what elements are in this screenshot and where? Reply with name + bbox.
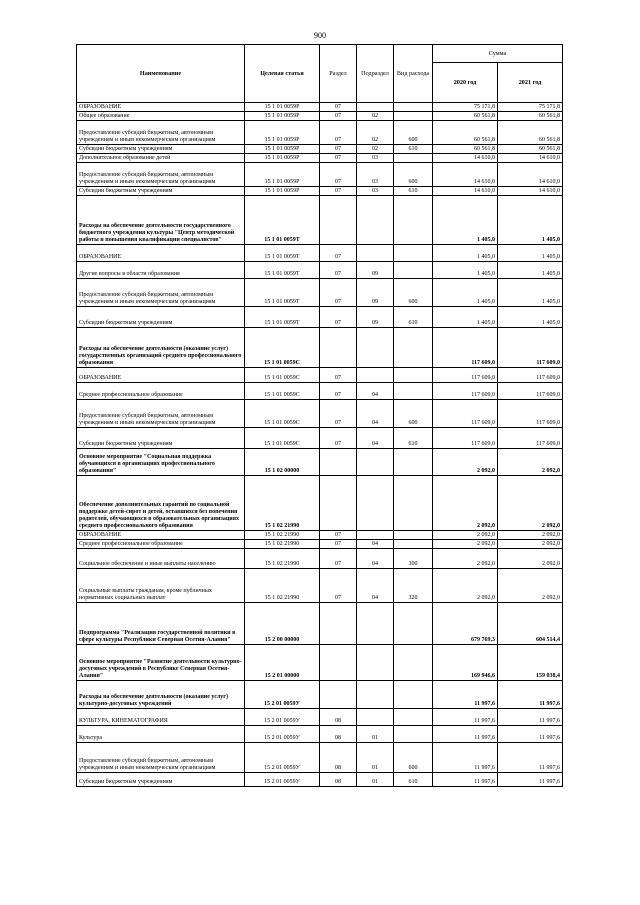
row-subsection: 02	[357, 112, 394, 121]
row-target: 15 1 02 00000	[245, 449, 320, 476]
row-target: 15 1 01 0059Р	[245, 121, 320, 145]
row-sum-2020: 1 405,0	[433, 307, 498, 328]
table-row	[77, 112, 563, 121]
row-subsection: 01	[357, 743, 394, 773]
row-sum-2020: 11 997,6	[433, 681, 498, 709]
row-target: 15 1 02 21990	[245, 531, 320, 540]
row-target: 15 1 02 21990	[245, 569, 320, 603]
row-subsection	[357, 603, 394, 645]
row-name: Расходы на обеспечение деятельности (оказание услуг) государственных организаций среднего профессионального образования	[77, 328, 245, 368]
row-target: 15 1 01 0059С	[245, 383, 320, 400]
row-section: 07	[320, 368, 357, 383]
row-name: Другие вопросы в области образования	[77, 262, 245, 279]
row-target: 15 1 01 0059С	[245, 328, 320, 368]
row-subsection: 03	[357, 163, 394, 187]
row-expense-type	[394, 383, 433, 400]
table-row	[77, 279, 563, 307]
row-target: 15 2 01 0059У	[245, 726, 320, 743]
row-target: 15 2 01 0059У	[245, 681, 320, 709]
table-row	[77, 400, 563, 428]
row-sum-2021: 1 405,0	[498, 245, 563, 262]
row-section	[320, 449, 357, 476]
row-subsection: 09	[357, 307, 394, 328]
row-expense-type	[394, 540, 433, 549]
row-expense-type: 600	[394, 163, 433, 187]
row-target: 15 1 01 0059Т	[245, 245, 320, 262]
row-expense-type	[394, 112, 433, 121]
table-row	[77, 603, 563, 645]
row-sum-2021: 11 997,6	[498, 681, 563, 709]
row-target: 15 2 01 0059У	[245, 743, 320, 773]
row-section	[320, 681, 357, 709]
row-sum-2021: 75 171,8	[498, 103, 563, 112]
row-subsection	[357, 531, 394, 540]
row-sum-2021: 117 609,0	[498, 383, 563, 400]
row-subsection	[357, 328, 394, 368]
row-expense-type	[394, 531, 433, 540]
row-sum-2021: 11 997,6	[498, 709, 563, 726]
row-expense-type: 610	[394, 145, 433, 154]
row-sum-2021: 60 561,8	[498, 145, 563, 154]
row-sum-2020: 117 609,0	[433, 383, 498, 400]
row-expense-type	[394, 154, 433, 163]
row-section: 07	[320, 121, 357, 145]
table-row	[77, 245, 563, 262]
table-row	[77, 262, 563, 279]
row-target: 15 1 01 0059С	[245, 428, 320, 449]
row-target: 15 1 01 0059Т	[245, 262, 320, 279]
row-subsection: 04	[357, 400, 394, 428]
row-sum-2020: 1 405,0	[433, 196, 498, 245]
row-name: Субсидии бюджетным учреждениям	[77, 307, 245, 328]
row-name: Общее образование	[77, 112, 245, 121]
row-subsection	[357, 245, 394, 262]
table-row	[77, 709, 563, 726]
table-row	[77, 549, 563, 569]
row-sum-2020: 11 997,6	[433, 726, 498, 743]
row-subsection	[357, 368, 394, 383]
table-row	[77, 145, 563, 154]
row-sum-2021: 1 405,0	[498, 279, 563, 307]
row-name: КУЛЬТУРА, КИНЕМАТОГРАФИЯ	[77, 709, 245, 726]
row-name: Социальные выплаты гражданам, кроме публичных нормативных социальных выплат	[77, 569, 245, 603]
row-target: 15 1 01 0059С	[245, 400, 320, 428]
row-sum-2020: 2 092,0	[433, 540, 498, 549]
row-expense-type: 600	[394, 743, 433, 773]
row-sum-2021: 14 610,0	[498, 154, 563, 163]
table-row	[77, 368, 563, 383]
row-sum-2020: 1 405,0	[433, 262, 498, 279]
row-name: Предоставление субсидий бюджетным, автономным учреждениям и иным некоммерческим организациям	[77, 279, 245, 307]
row-expense-type: 600	[394, 400, 433, 428]
row-target: 15 2 01 0059У	[245, 773, 320, 787]
row-subsection: 04	[357, 549, 394, 569]
row-sum-2021: 2 092,0	[498, 549, 563, 569]
row-section: 07	[320, 428, 357, 449]
row-target: 15 1 01 0059Р	[245, 187, 320, 196]
header-year-2020: 2020 год	[433, 63, 498, 103]
row-name: Обеспечение дополнительных гарантий по социальной поддержке детей-сирот и детей, оставшихся без попечения родителей, обучающихся в образовательных организациях среднего профессионального образования	[77, 476, 245, 531]
row-sum-2021: 604 514,4	[498, 603, 563, 645]
header-expense-type: Вид расхода	[394, 45, 433, 103]
row-sum-2020: 11 997,6	[433, 709, 498, 726]
table-row	[77, 531, 563, 540]
row-sum-2021: 159 038,4	[498, 645, 563, 681]
row-section: 07	[320, 540, 357, 549]
row-section: 08	[320, 726, 357, 743]
table-row	[77, 743, 563, 773]
row-sum-2020: 11 997,6	[433, 773, 498, 787]
row-sum-2020: 117 609,0	[433, 400, 498, 428]
row-section: 07	[320, 245, 357, 262]
row-section	[320, 196, 357, 245]
table-header	[77, 45, 563, 103]
row-sum-2020: 75 171,8	[433, 103, 498, 112]
row-name: Субсидии бюджетным учреждениям	[77, 428, 245, 449]
table-row	[77, 540, 563, 549]
row-subsection	[357, 196, 394, 245]
row-expense-type	[394, 328, 433, 368]
row-subsection: 04	[357, 540, 394, 549]
row-target: 15 1 01 0059Т	[245, 307, 320, 328]
budget-table	[76, 44, 563, 787]
table-row	[77, 328, 563, 368]
row-sum-2021: 2 092,0	[498, 531, 563, 540]
row-name: Предоставление субсидий бюджетным, автономным учреждениям и иным некоммерческим организациям	[77, 400, 245, 428]
row-expense-type: 320	[394, 569, 433, 603]
row-target: 15 2 01 00000	[245, 645, 320, 681]
row-sum-2020: 1 405,0	[433, 245, 498, 262]
row-expense-type: 300	[394, 549, 433, 569]
table-row	[77, 103, 563, 112]
row-sum-2020: 2 092,0	[433, 531, 498, 540]
row-name: Субсидии бюджетным учреждениям	[77, 145, 245, 154]
row-section: 07	[320, 262, 357, 279]
row-section	[320, 603, 357, 645]
row-section	[320, 328, 357, 368]
row-target: 15 1 02 21990	[245, 540, 320, 549]
row-sum-2020: 2 092,0	[433, 569, 498, 603]
table-row	[77, 726, 563, 743]
row-subsection	[357, 103, 394, 112]
row-expense-type: 610	[394, 187, 433, 196]
row-name: Культура	[77, 726, 245, 743]
row-section: 07	[320, 163, 357, 187]
header-subsection: Подраздел	[357, 45, 394, 103]
row-expense-type	[394, 449, 433, 476]
row-target: 15 1 02 21990	[245, 476, 320, 531]
row-sum-2020: 679 769,3	[433, 603, 498, 645]
row-sum-2020: 2 092,0	[433, 449, 498, 476]
row-target: 15 1 02 21990	[245, 549, 320, 569]
row-sum-2021: 2 092,0	[498, 540, 563, 549]
row-sum-2020: 60 561,8	[433, 145, 498, 154]
row-target: 15 1 01 0059Р	[245, 112, 320, 121]
row-section: 07	[320, 103, 357, 112]
row-section: 07	[320, 569, 357, 603]
row-subsection: 03	[357, 154, 394, 163]
row-target: 15 2 00 00000	[245, 603, 320, 645]
row-section: 07	[320, 383, 357, 400]
row-expense-type	[394, 603, 433, 645]
row-name: Социальное обеспечение и иные выплаты населению	[77, 549, 245, 569]
row-sum-2021: 11 997,6	[498, 773, 563, 787]
row-target: 15 1 01 0059Р	[245, 154, 320, 163]
row-name: Основное мероприятие "Развитие деятельности культурно-досуговых учреждений в Республике Северная Осетия-Алания"	[77, 645, 245, 681]
row-subsection: 02	[357, 145, 394, 154]
row-section: 08	[320, 743, 357, 773]
row-target: 15 1 01 0059Т	[245, 196, 320, 245]
row-sum-2021: 117 609,0	[498, 328, 563, 368]
row-sum-2021: 2 092,0	[498, 569, 563, 603]
row-expense-type: 600	[394, 121, 433, 145]
row-subsection	[357, 449, 394, 476]
row-name: Предоставление субсидий бюджетным, автономным учреждениям и иным некоммерческим организациям	[77, 121, 245, 145]
table-row	[77, 681, 563, 709]
row-section: 07	[320, 187, 357, 196]
row-name: ОБРАЗОВАНИЕ	[77, 245, 245, 262]
row-target: 15 1 01 0059С	[245, 368, 320, 383]
row-sum-2020: 60 561,8	[433, 121, 498, 145]
row-name: Дополнительное образование детей	[77, 154, 245, 163]
row-sum-2021: 1 405,0	[498, 262, 563, 279]
row-expense-type: 610	[394, 428, 433, 449]
row-sum-2021: 1 405,0	[498, 307, 563, 328]
row-section: 07	[320, 307, 357, 328]
row-section: 07	[320, 279, 357, 307]
row-target: 15 2 01 0059У	[245, 709, 320, 726]
row-expense-type	[394, 196, 433, 245]
row-sum-2021: 11 997,6	[498, 743, 563, 773]
row-sum-2021: 117 609,0	[498, 428, 563, 449]
row-name: Среднее профессиональное образование	[77, 540, 245, 549]
row-expense-type	[394, 476, 433, 531]
row-sum-2020: 2 092,0	[433, 549, 498, 569]
row-sum-2021: 11 997,6	[498, 726, 563, 743]
row-target: 15 1 01 0059Т	[245, 279, 320, 307]
row-target: 15 1 01 0059Р	[245, 163, 320, 187]
table-body	[77, 103, 563, 787]
row-name: Среднее профессиональное образование	[77, 383, 245, 400]
row-name: ОБРАЗОВАНИЕ	[77, 531, 245, 540]
row-sum-2021: 14 610,0	[498, 187, 563, 196]
row-subsection: 09	[357, 279, 394, 307]
row-sum-2020: 11 997,6	[433, 743, 498, 773]
table-row	[77, 569, 563, 603]
row-expense-type	[394, 681, 433, 709]
row-expense-type	[394, 726, 433, 743]
row-name: Подпрограмма "Реализация государственной политики в сфере культуры Республики Северная Осетия-Алания"	[77, 603, 245, 645]
row-sum-2020: 2 092,0	[433, 476, 498, 531]
table-row	[77, 121, 563, 145]
table-row	[77, 773, 563, 787]
row-subsection	[357, 681, 394, 709]
row-sum-2021: 60 561,8	[498, 121, 563, 145]
row-subsection: 01	[357, 726, 394, 743]
row-subsection: 04	[357, 383, 394, 400]
row-section: 08	[320, 709, 357, 726]
row-expense-type	[394, 262, 433, 279]
header-year-2021: 2021 год	[498, 63, 563, 103]
table-row	[77, 449, 563, 476]
row-section	[320, 476, 357, 531]
row-name: ОБРАЗОВАНИЕ	[77, 103, 245, 112]
row-expense-type	[394, 645, 433, 681]
row-sum-2021: 117 609,0	[498, 400, 563, 428]
header-section: Раздел	[320, 45, 357, 103]
row-subsection: 03	[357, 187, 394, 196]
row-name: Предоставление субсидий бюджетным, автономным учреждениям и иным некоммерческим организациям	[77, 743, 245, 773]
row-section: 07	[320, 145, 357, 154]
row-name: Основное мероприятие "Социальная поддержка обучающихся в организациях профессионального образования"	[77, 449, 245, 476]
row-section: 07	[320, 112, 357, 121]
row-subsection: 04	[357, 569, 394, 603]
row-section	[320, 645, 357, 681]
row-sum-2020: 60 561,8	[433, 112, 498, 121]
row-section: 07	[320, 400, 357, 428]
row-sum-2021: 2 092,0	[498, 476, 563, 531]
table-row	[77, 383, 563, 400]
row-section: 08	[320, 773, 357, 787]
row-name: Субсидии бюджетным учреждениям	[77, 187, 245, 196]
table-row	[77, 154, 563, 163]
row-name: Предоставление субсидий бюджетным, автономным учреждениям и иным некоммерческим организациям	[77, 163, 245, 187]
row-name: ОБРАЗОВАНИЕ	[77, 368, 245, 383]
row-sum-2021: 1 405,0	[498, 196, 563, 245]
row-subsection	[357, 709, 394, 726]
header-name: Наименование	[77, 45, 245, 103]
row-target: 15 1 01 0059Р	[245, 103, 320, 112]
row-section: 07	[320, 154, 357, 163]
row-sum-2020: 117 609,0	[433, 328, 498, 368]
header-sum: Сумма	[433, 45, 563, 63]
row-expense-type: 610	[394, 773, 433, 787]
row-target: 15 1 01 0059Р	[245, 145, 320, 154]
table-row	[77, 476, 563, 531]
page-number: 900	[314, 31, 326, 40]
row-expense-type	[394, 709, 433, 726]
table-row	[77, 307, 563, 328]
row-subsection	[357, 645, 394, 681]
row-subsection: 02	[357, 121, 394, 145]
row-sum-2021: 2 092,0	[498, 449, 563, 476]
row-sum-2020: 14 610,0	[433, 163, 498, 187]
table-row	[77, 163, 563, 187]
row-sum-2021: 14 610,0	[498, 163, 563, 187]
row-expense-type: 600	[394, 279, 433, 307]
row-expense-type: 610	[394, 307, 433, 328]
row-subsection: 01	[357, 773, 394, 787]
row-subsection: 04	[357, 428, 394, 449]
row-expense-type	[394, 368, 433, 383]
row-name: Расходы на обеспечение деятельности (оказание услуг) культурно-досуговых учреждений	[77, 681, 245, 709]
row-name: Расходы на обеспечение деятельности государственного бюджетного учреждения культуры "Центр методической работы и повышения квалификации специалистов"	[77, 196, 245, 245]
header-target: Целевая статья	[245, 45, 320, 103]
row-expense-type	[394, 103, 433, 112]
row-sum-2020: 1 405,0	[433, 279, 498, 307]
table-row	[77, 187, 563, 196]
row-subsection	[357, 476, 394, 531]
row-name: Субсидии бюджетным учреждениям	[77, 773, 245, 787]
table-row	[77, 645, 563, 681]
table-row	[77, 196, 563, 245]
row-sum-2020: 169 946,6	[433, 645, 498, 681]
row-sum-2020: 14 610,0	[433, 187, 498, 196]
row-sum-2020: 117 609,0	[433, 428, 498, 449]
table-row	[77, 428, 563, 449]
row-section: 07	[320, 549, 357, 569]
row-sum-2020: 117 609,0	[433, 368, 498, 383]
row-expense-type	[394, 245, 433, 262]
row-sum-2021: 60 561,8	[498, 112, 563, 121]
row-subsection: 09	[357, 262, 394, 279]
row-sum-2020: 14 610,0	[433, 154, 498, 163]
row-section: 07	[320, 531, 357, 540]
row-sum-2021: 117 609,0	[498, 368, 563, 383]
